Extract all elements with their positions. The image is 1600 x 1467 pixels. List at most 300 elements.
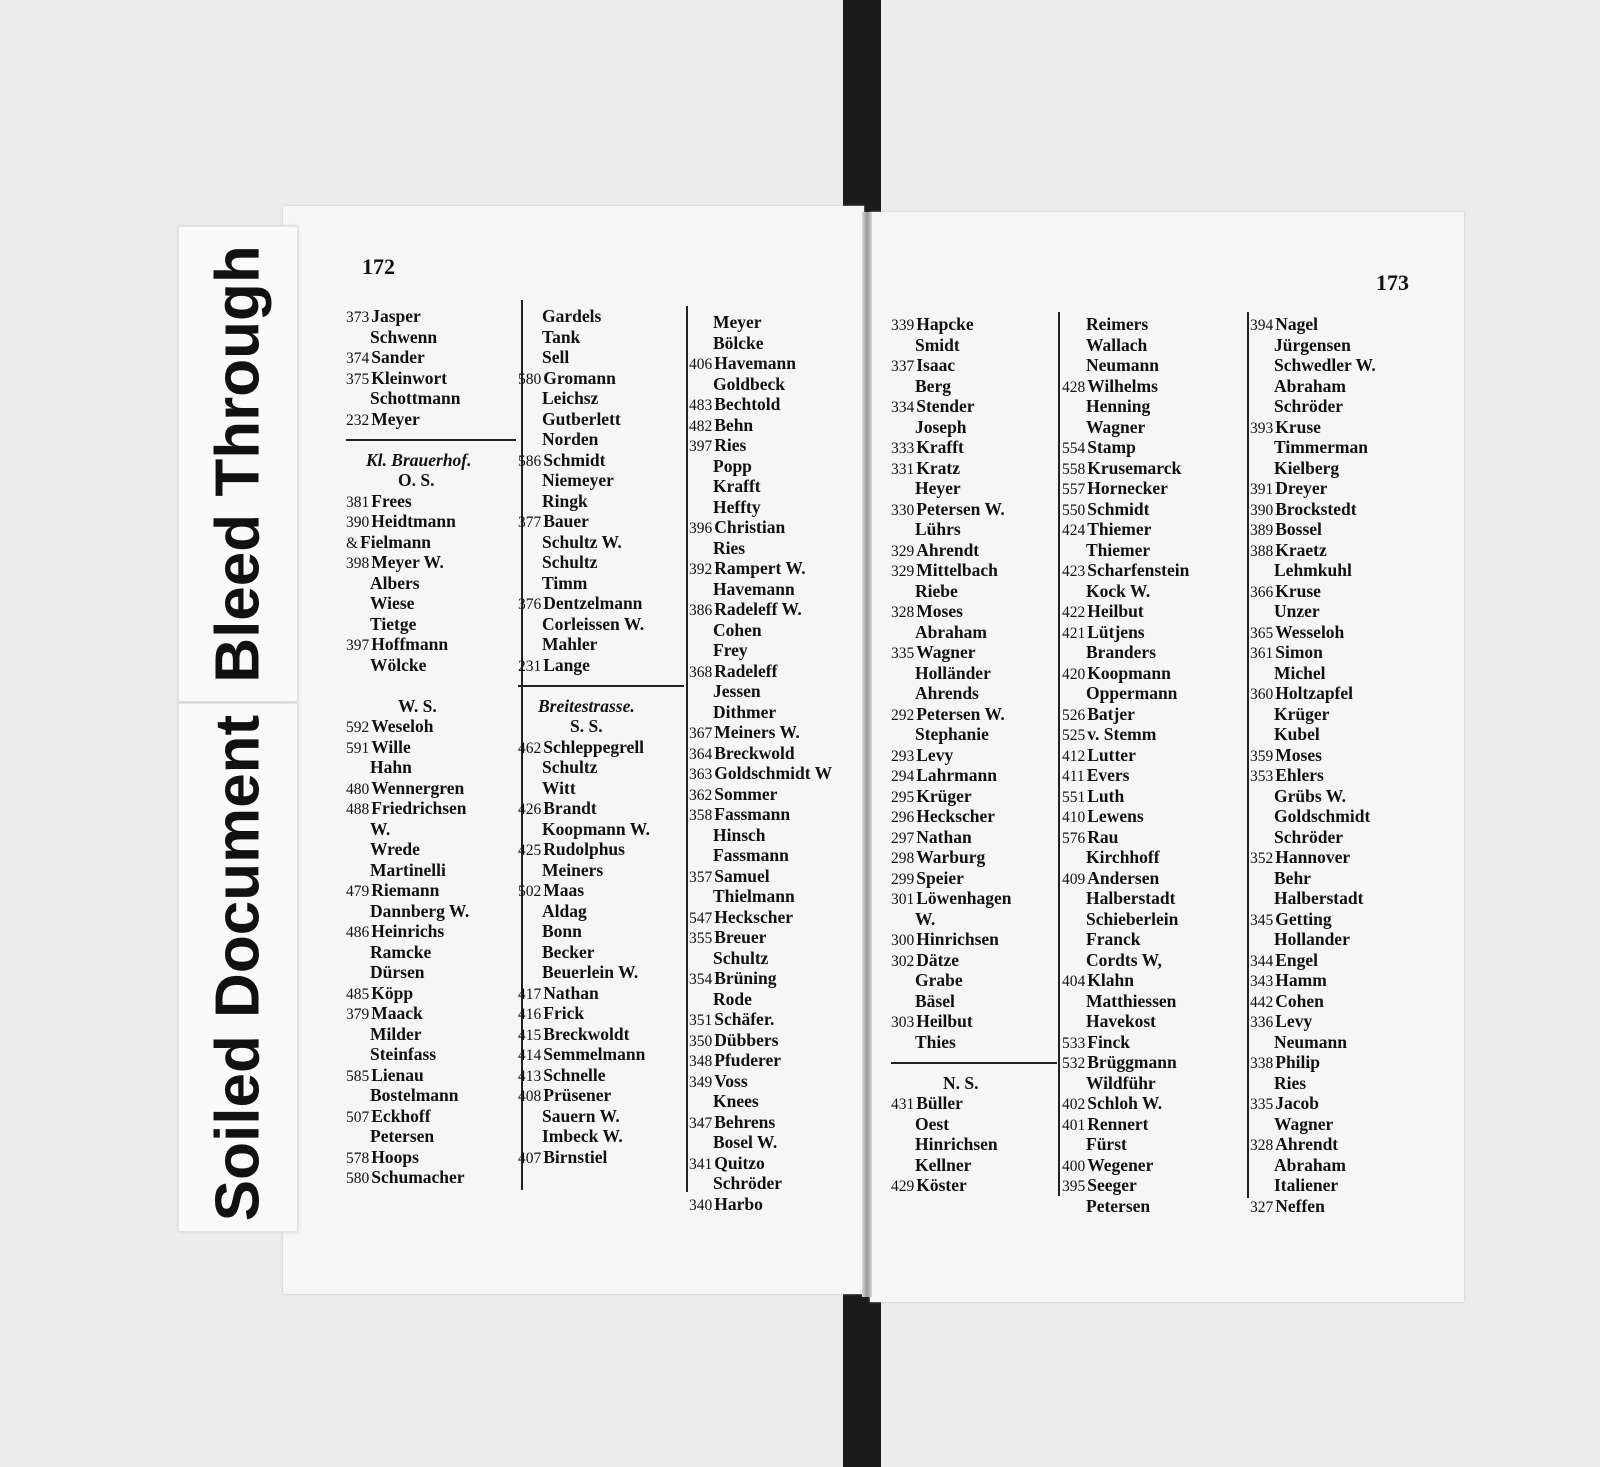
resident-name: Leichsz (542, 388, 599, 408)
resident-name: Dätze (916, 949, 960, 970)
resident-name: Norden (542, 429, 599, 449)
resident-name: Finck (1087, 1031, 1131, 1052)
directory-entry (1062, 1093, 1244, 1114)
directory-entry (891, 745, 1057, 766)
house-number: 337 (891, 358, 915, 375)
resident-name: Jessen (713, 681, 761, 701)
resident-name: Italiener (1274, 1175, 1339, 1195)
house-number: 366 (1250, 583, 1274, 601)
directory-entry (1062, 622, 1244, 643)
resident-name: Meyer W. (371, 552, 444, 572)
house-number: 547 (689, 909, 713, 927)
resident-name: Dannberg W. (370, 900, 470, 921)
directory-entry (891, 417, 1057, 438)
resident-name: Jürgensen (1274, 334, 1351, 355)
directory-entry (346, 1044, 516, 1065)
directory-entry (346, 511, 516, 532)
resident-name: Lutter (1087, 744, 1136, 765)
resident-name: Heckscher (714, 906, 793, 927)
house-number: 341 (689, 1155, 713, 1173)
resident-name: Sander (371, 347, 425, 367)
house-number: 355 (689, 930, 713, 947)
resident-name: Kleinwort (371, 367, 448, 388)
resident-name: Petersen W. (916, 498, 1005, 519)
directory-entry (518, 819, 684, 840)
directory-entry (1062, 581, 1244, 602)
resident-name: Wölcke (370, 654, 427, 675)
directory-entry (1062, 1155, 1244, 1176)
house-number: 591 (346, 739, 370, 757)
resident-name: Kock W. (1086, 580, 1151, 601)
directory-entry (518, 552, 684, 573)
resident-name: Goldschmidt (1274, 806, 1371, 826)
resident-name: Schleppegrell (543, 736, 645, 757)
house-number: 363 (689, 766, 713, 783)
resident-name: Schmidt (1087, 498, 1150, 519)
resident-name: Bossel (1275, 519, 1322, 539)
house-number: 502 (518, 883, 542, 900)
resident-name: Prüsener (543, 1085, 612, 1105)
directory-entry (891, 704, 1057, 725)
resident-name: Wagner (1086, 416, 1146, 437)
resident-name: Schwedler W. (1274, 355, 1376, 375)
resident-name: Behrens (714, 1111, 776, 1132)
resident-name: Lütjens (1087, 621, 1145, 642)
column-rule (686, 306, 688, 1192)
resident-name: Beuerlein W. (542, 962, 639, 982)
house-number: 293 (891, 747, 915, 765)
house-number: 580 (346, 1170, 370, 1187)
directory-entry (689, 1030, 859, 1051)
directory-entry (346, 716, 516, 737)
resident-name: Wille (371, 736, 411, 757)
house-number: 483 (689, 397, 713, 414)
directory-entry (689, 497, 859, 518)
directory-entry (891, 1011, 1057, 1032)
left-column-2 (518, 306, 684, 1167)
resident-name: Seeger (1087, 1175, 1137, 1195)
directory-entry (346, 757, 516, 778)
resident-name: Schloh W. (1087, 1093, 1163, 1113)
left-page-number: 172 (362, 254, 395, 279)
directory-entry (1062, 499, 1244, 520)
house-number: 343 (1250, 973, 1274, 990)
directory-entry (891, 458, 1057, 479)
directory-entry (689, 989, 859, 1010)
resident-name: Sauern W. (542, 1105, 620, 1126)
directory-entry (1062, 1052, 1244, 1073)
resident-name: Dürsen (370, 962, 425, 982)
resident-name: Lehmkuhl (1274, 560, 1352, 580)
resident-name: Havemann (713, 578, 795, 599)
directory-entry (891, 437, 1057, 458)
left-column-1 (346, 306, 516, 1188)
resident-name: Rudolphus (543, 839, 625, 859)
resident-name: Getting (1275, 908, 1332, 929)
resident-name: Schmidt (543, 449, 606, 470)
directory-entry (518, 1126, 684, 1147)
resident-name: Levy (1275, 1011, 1313, 1031)
directory-entry (1062, 704, 1244, 725)
house-number: 303 (891, 1014, 915, 1031)
right-column-1 (891, 314, 1057, 1196)
directory-entry (689, 866, 859, 887)
resident-name: Niemeyer (542, 470, 614, 490)
directory-entry (891, 806, 1057, 827)
resident-name: Wiese (370, 593, 415, 613)
house-number: 329 (891, 563, 915, 580)
house-number: 328 (1250, 1137, 1274, 1154)
directory-entry (1250, 458, 1420, 479)
directory-entry (689, 1071, 859, 1092)
resident-name: Brandt (543, 798, 597, 818)
resident-name: Friedrichsen (371, 798, 467, 818)
resident-name: Franck (1086, 929, 1141, 949)
directory-entry (346, 962, 516, 983)
directory-entry (1250, 847, 1420, 868)
resident-name: Kellner (915, 1154, 972, 1175)
directory-entry (891, 950, 1057, 971)
resident-name: Harbo (714, 1193, 763, 1214)
resident-name: Warburg (916, 847, 986, 867)
house-number: 532 (1062, 1055, 1086, 1072)
directory-entry (1062, 765, 1244, 786)
directory-entry (518, 983, 684, 1004)
resident-name: Imbeck W. (542, 1126, 623, 1146)
street-side-label: N. S. (943, 1072, 979, 1093)
resident-name: Maas (543, 880, 585, 900)
resident-name: Löwenhagen (916, 888, 1012, 908)
directory-entry (1250, 376, 1420, 397)
directory-entry (1250, 786, 1420, 807)
directory-entry (689, 558, 859, 579)
street-heading: Kl. Brauerhof. (366, 449, 472, 470)
directory-entry (1250, 478, 1420, 499)
directory-entry (891, 622, 1057, 643)
house-number: 354 (689, 971, 713, 988)
directory-entry (689, 845, 859, 866)
directory-entry (1062, 560, 1244, 581)
directory-entry (1062, 642, 1244, 663)
resident-name: Abraham (1274, 1154, 1346, 1175)
directory-entry (1250, 1073, 1420, 1094)
house-number: 381 (346, 493, 370, 511)
directory-entry (518, 573, 684, 594)
resident-name: Schieberlein (1086, 908, 1179, 929)
resident-name: Quitzo (714, 1152, 765, 1173)
resident-name: Becker (542, 941, 595, 962)
directory-entry (689, 1112, 859, 1133)
directory-entry (689, 476, 859, 497)
bleed-through-tab (178, 226, 298, 702)
resident-name: Pfuderer (714, 1050, 781, 1070)
house-number: 295 (891, 788, 915, 806)
house-number: 374 (346, 350, 370, 367)
house-number: 334 (891, 399, 915, 416)
directory-entry (518, 1065, 684, 1086)
directory-entry (1062, 868, 1244, 889)
resident-name: Kraetz (1275, 539, 1327, 560)
resident-name: Bostelmann (370, 1085, 459, 1105)
directory-entry (891, 376, 1057, 397)
resident-name: Luth (1087, 785, 1125, 806)
house-number: 551 (1062, 788, 1086, 806)
resident-name: Heffty (713, 496, 761, 517)
resident-name: Moses (1275, 744, 1322, 765)
directory-entry (1062, 540, 1244, 561)
resident-name: Krusemarck (1087, 457, 1182, 478)
bleed-through-label: Bleed Through (203, 245, 273, 683)
resident-name: Cohen (713, 619, 762, 640)
resident-name: Ringk (542, 490, 588, 511)
directory-entry (346, 1065, 516, 1086)
directory-entry (891, 929, 1057, 950)
house-number: 485 (346, 985, 370, 1003)
resident-name: Dübbers (714, 1029, 779, 1050)
house-number: & (346, 534, 359, 552)
resident-name: v. Stemm (1087, 724, 1157, 744)
resident-name: Albers (370, 572, 420, 593)
resident-name: Ahrends (915, 683, 979, 703)
resident-name: Oppermann (1086, 683, 1178, 703)
resident-name: Bäsel (915, 990, 955, 1011)
house-number: 396 (689, 520, 713, 537)
resident-name: Batjer (1087, 703, 1135, 724)
resident-name: Fielmann (360, 531, 432, 552)
house-number: 348 (689, 1053, 713, 1070)
directory-entry (891, 765, 1057, 786)
directory-entry (346, 1126, 516, 1147)
directory-entry (891, 1032, 1057, 1053)
resident-name: Hinrichsen (915, 1134, 998, 1154)
resident-name: Cohen (1275, 990, 1324, 1011)
house-number: 390 (1250, 501, 1274, 519)
resident-name: Timm (542, 572, 588, 593)
directory-entry (891, 1134, 1057, 1155)
directory-entry (1062, 396, 1244, 417)
resident-name: Wagner (916, 642, 976, 662)
directory-entry (1250, 1093, 1420, 1114)
house-number: 300 (891, 932, 915, 949)
house-number: 408 (518, 1088, 542, 1105)
resident-name: Oest (915, 1113, 950, 1134)
directory-entry (891, 786, 1057, 807)
house-number: 395 (1062, 1178, 1086, 1195)
resident-name: Petersen (370, 1126, 435, 1146)
directory-entry (1062, 827, 1244, 848)
house-number: 410 (1062, 809, 1086, 826)
directory-entry (689, 763, 859, 784)
house-number: 578 (346, 1149, 370, 1167)
house-number: 292 (891, 706, 915, 724)
directory-entry (1062, 1032, 1244, 1053)
resident-name: Brüggmann (1087, 1052, 1177, 1072)
resident-name: Sommer (714, 783, 778, 804)
resident-name: Branders (1086, 642, 1156, 662)
resident-name: Riemann (371, 880, 440, 900)
house-number: 431 (891, 1096, 915, 1113)
directory-entry (891, 314, 1057, 335)
house-number: 231 (518, 657, 542, 675)
house-number: 296 (891, 809, 915, 826)
resident-name: Knees (713, 1091, 759, 1111)
directory-entry (346, 798, 516, 819)
resident-name: Unzer (1274, 601, 1320, 621)
house-number: 379 (346, 1006, 370, 1023)
directory-entry (1250, 499, 1420, 520)
resident-name: Wesseloh (1275, 621, 1345, 642)
directory-entry (891, 724, 1057, 745)
resident-name: Radeleff W. (714, 599, 802, 619)
house-number: 585 (346, 1067, 370, 1085)
directory-entry (1250, 601, 1420, 622)
resident-name: Koopmann W. (542, 818, 650, 839)
column-rule (1058, 312, 1060, 1196)
directory-entry (1250, 1052, 1420, 1073)
directory-entry (689, 1194, 859, 1215)
directory-entry (891, 581, 1057, 602)
house-number: 352 (1250, 850, 1274, 867)
house-number: 301 (891, 891, 915, 908)
directory-entry (1250, 806, 1420, 827)
directory-entry (1250, 704, 1420, 725)
column-rule (1247, 312, 1249, 1198)
resident-name: Hornecker (1087, 478, 1168, 498)
directory-entry (1250, 396, 1420, 417)
house-number: 417 (518, 985, 542, 1003)
resident-name: Berg (915, 375, 951, 396)
resident-name: Wagner (1274, 1113, 1334, 1134)
house-number: 421 (1062, 624, 1086, 642)
house-number: 479 (346, 883, 370, 900)
directory-entry (1250, 1114, 1420, 1135)
resident-name: Ries (1274, 1072, 1307, 1093)
resident-name: Meyer (713, 312, 762, 332)
resident-name: Lührs (915, 519, 961, 539)
directory-entry (346, 778, 516, 799)
directory-entry (1062, 417, 1244, 438)
directory-entry (1062, 1134, 1244, 1155)
house-number: 413 (518, 1067, 542, 1085)
resident-name: Heyer (915, 478, 961, 498)
directory-entry (689, 722, 859, 743)
directory-entry (689, 353, 859, 374)
directory-entry (346, 1003, 516, 1024)
resident-name: Neumann (1274, 1031, 1347, 1052)
directory-entry (689, 640, 859, 661)
directory-entry (1062, 376, 1244, 397)
directory-entry (346, 1167, 516, 1188)
resident-name: Wrede (370, 839, 420, 859)
resident-name: Tank (542, 326, 581, 347)
resident-name: Frey (713, 640, 748, 660)
street-side-label: S. S. (570, 716, 603, 736)
house-number: 327 (1250, 1198, 1274, 1216)
directory-entry (891, 663, 1057, 684)
resident-name: Christian (714, 517, 786, 537)
resident-name: Büller (916, 1093, 963, 1113)
directory-entry (518, 921, 684, 942)
house-number: 345 (1250, 911, 1274, 929)
resident-name: Ahrendt (916, 539, 980, 560)
house-number: 351 (689, 1012, 713, 1029)
resident-name: Frick (543, 1003, 585, 1023)
directory-entry (689, 784, 859, 805)
house-number: 397 (689, 438, 713, 455)
directory-entry (346, 491, 516, 512)
directory-entry (1250, 950, 1420, 971)
directory-entry (518, 470, 684, 491)
resident-name: Krafft (713, 476, 761, 496)
resident-name: Hinsch (713, 824, 766, 845)
resident-name: Jacob (1275, 1093, 1319, 1113)
resident-name: Schultz (542, 757, 598, 777)
resident-name: Bosel W. (713, 1132, 778, 1152)
directory-entry (1250, 827, 1420, 848)
resident-name: Nagel (1275, 314, 1319, 334)
resident-name: Krüger (1274, 703, 1330, 724)
house-number: 335 (891, 645, 915, 662)
directory-entry (1062, 519, 1244, 540)
resident-name: Bauer (543, 511, 589, 531)
directory-entry (1062, 786, 1244, 807)
house-number: 340 (689, 1196, 713, 1214)
directory-entry (1250, 663, 1420, 684)
directory-entry (518, 368, 684, 389)
house-number: 367 (689, 725, 713, 742)
directory-entry (891, 1175, 1057, 1196)
directory-entry (1250, 560, 1420, 581)
directory-entry (518, 511, 684, 532)
directory-entry (1062, 663, 1244, 684)
resident-name: W. (915, 908, 936, 929)
resident-name: Hinrichsen (916, 929, 999, 949)
resident-name: Gutberlett (542, 408, 621, 429)
directory-entry (1062, 478, 1244, 499)
resident-name: Ehlers (1275, 765, 1324, 785)
resident-name: Hahn (370, 757, 412, 777)
section-divider (518, 675, 684, 696)
resident-name: Petersen W. (916, 703, 1005, 724)
house-number: 357 (689, 868, 713, 886)
resident-name: Behr (1274, 867, 1311, 888)
house-number: 420 (1062, 665, 1086, 683)
directory-entry (689, 538, 859, 559)
resident-name: Michel (1274, 662, 1326, 683)
resident-name: Halberstadt (1086, 888, 1176, 908)
resident-name: Schröder (1274, 826, 1344, 847)
resident-name: Schwenn (370, 326, 438, 347)
directory-entry (689, 1153, 859, 1174)
resident-name: Evers (1086, 765, 1130, 785)
directory-entry (518, 450, 684, 471)
house-number: 373 (346, 309, 370, 326)
resident-name: Fassmann (714, 804, 791, 824)
house-number: 533 (1062, 1034, 1086, 1052)
resident-name: Grabe (915, 970, 963, 990)
resident-name: Wilhelms (1087, 375, 1158, 396)
resident-name: Holtzapfel (1275, 683, 1354, 703)
resident-name: Hollander (1274, 929, 1350, 949)
directory-entry (518, 1147, 684, 1168)
house-number: 412 (1062, 747, 1086, 765)
resident-name: Hoops (371, 1146, 419, 1167)
resident-name: Sell (542, 347, 570, 367)
resident-name: Breuer (714, 927, 767, 947)
resident-name: Brüning (714, 968, 777, 988)
resident-name: Schultz W. (542, 531, 622, 552)
directory-entry (689, 825, 859, 846)
